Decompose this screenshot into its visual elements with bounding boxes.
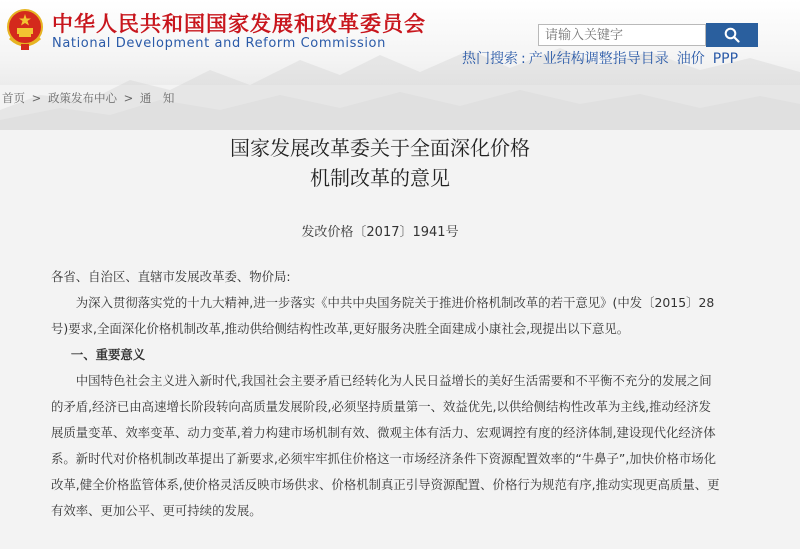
breadcrumb-separator: > [31,91,42,105]
intro-paragraph: 为深入贯彻落实党的十九大精神,进一步落实《中共中央国务院关于推进价格机制改革的若干意见》(中发〔2015〕28号)要求,全面深化价格机制改革,推动供给侧结构性改革,更好服务决胜全面建成小康社会,现提出以下意见。 [51,295,715,336]
hot-search-label: 热门搜索 [462,51,518,67]
hot-search-separator: : [521,51,526,67]
hot-keyword-link[interactable]: PPP [712,51,739,67]
hot-keyword-link[interactable]: 油价 [676,51,705,67]
document-number: 发改价格〔2017〕1941号 [301,225,459,240]
breadcrumb-separator: > [123,91,134,105]
document-body [51,264,721,524]
hot-search [462,48,746,68]
site-title-en[interactable]: National Development and Reform Commission [52,36,386,51]
section-heading: 一、重要意义 [70,347,146,362]
document-title-line2: 机制改革的意见 [310,166,450,190]
breadcrumb [2,90,177,106]
search-icon [724,27,740,43]
section-paragraph: 中国特色社会主义进入新时代,我国社会主要矛盾已经转化为人民日益增长的美好生活需要和不平衡不充分的发展之间的矛盾,经济已由高速增长阶段转向高质量发展阶段,必须坚持质量第一、效益优先,以供给侧结构性改革为主线,推动经济发展质量变革、效率变革、动力变革,着力构建市场机制有效、微观主体有活力、宏观调控有度的经济体制,建设现代化经济体系。新时代对价格机制改革提出了新要求,必须牢牢抓住价格这一市场经济条件下资源配置效率的“牛鼻子”,加快价格市场化改革,健全价格监管体系,使价格灵活反映市场供求、价格机制真正引导资源配置、价格行为规范有序,推动实现更高质量、更有效率、更加公平、更可持续的发展。 [51,373,720,518]
site-title-cn[interactable]: 中华人民共和国国家发展和改革委员会 [52,12,426,36]
national-emblem-icon [6,8,44,52]
breadcrumb-notice-link[interactable]: 通 知 [139,91,175,105]
search-button[interactable] [706,23,758,47]
breadcrumb-home-link[interactable]: 首页 [2,91,25,105]
document-title-line1: 国家发展改革委关于全面深化价格 [230,136,530,160]
document-title [0,133,760,193]
salutation: 各省、自治区、直辖市发展改革委、物价局: [51,269,291,284]
search-input[interactable] [538,24,706,46]
site-header [0,0,800,85]
hot-keyword-link[interactable]: 产业结构调整指导目录 [528,51,669,67]
breadcrumb-policy-center-link[interactable]: 政策发布中心 [47,91,117,105]
